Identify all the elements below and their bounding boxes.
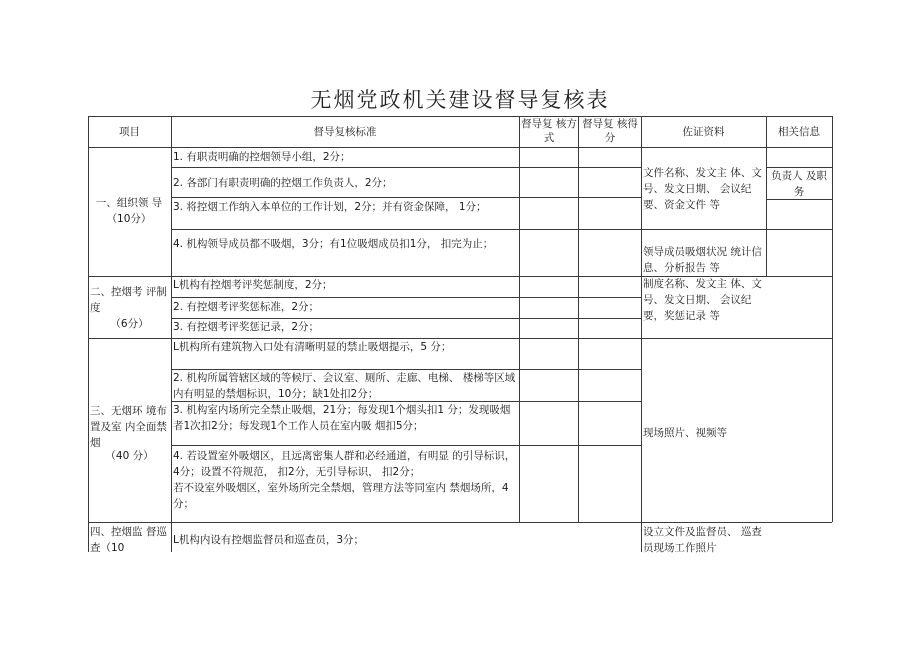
standard-text: L机构内设有控烟监督员和巡查员，3分； [173, 534, 365, 546]
column-line [766, 116, 767, 276]
column-line [171, 116, 172, 552]
standard-text: 3. 机构室内场所完全禁止吸烟，21分；每发现1个烟头扣1 分；发现吸烟者1次扣2分；每发现1个工作人员在室内吸 烟扣5分； [173, 404, 511, 432]
row-line [171, 297, 641, 298]
evidence-text: 文件名称、发文主 体、文号、发文日期、 会议纪要、资金文件 等 [643, 167, 762, 211]
table-border-top [88, 116, 832, 117]
evidence-text: 领导成员吸烟状况 统计信息、分析报告 等 [643, 246, 762, 274]
column-line [519, 116, 520, 522]
header-item: 项目 [119, 126, 140, 138]
row-line [171, 229, 832, 230]
standard-text: 1. 有职责明确的控烟领导小组，2分； [173, 151, 351, 163]
info-text: 负责人 及职务 [771, 170, 827, 198]
section-score-control-assessment: （6分） [110, 318, 149, 330]
section-label-control-assessment: 二、控烟考 评制度 [90, 286, 167, 314]
column-line [578, 116, 579, 522]
section-label-smoke-free-environment: 三、无烟环 境布置及室 内全面禁烟 [90, 405, 167, 449]
standard-text: L机构所有建筑物入口处有清晰明显的禁止吸烟提示，5 分； [173, 341, 452, 353]
standard-text: 4. 若设置室外吸烟区，且远离密集人群和必经通道，有明显 的引导标识，4分；设置不符规范， 扣2分，无引导标识， 扣2分； [173, 450, 516, 478]
standard-text: 4. 机构领导成员都不吸烟，3分；有1位吸烟成员扣1分， 扣完为止； [173, 238, 494, 250]
header-standard: 督导复核标准 [313, 126, 377, 138]
evidence-text: 制度名称、发文主 体、文号、发文日期、 会议纪要，奖惩记录 等 [643, 278, 762, 322]
header-score: 督导复 核得分 [582, 118, 638, 144]
standard-text: 2. 各部门有职责明确的控烟工作负责人，2分； [173, 177, 393, 189]
row-line [171, 445, 641, 446]
section-label-organization: 一、组织领 导（10分） [95, 197, 163, 225]
standard-text: L机构有控烟考评奖惩制度，2分； [173, 279, 333, 291]
evidence-text: 设立文件及监督员、 巡查员现场工作照片 [643, 526, 762, 554]
header-bottom-line [88, 147, 832, 148]
evidence-text: 现场照片、视频等 [643, 427, 727, 439]
section-score-smoke-free-environment: （40 分） [105, 450, 154, 462]
table-border-left [88, 116, 89, 552]
row-line [171, 167, 641, 168]
standard-text: 2. 有控烟考评奖惩标准，2分； [173, 301, 320, 313]
standard-text: 若不设室外吸烟区，室外场所完全禁烟，管理方法等同室内 禁烟场所，4分； [173, 482, 509, 510]
standard-text: 3. 将控烟工作纳入本单位的工作计划，2分；并有资金保障， 1分； [173, 201, 487, 213]
table-border-right [832, 116, 833, 522]
header-method: 督导复 核方式 [521, 118, 577, 144]
page-title: 无烟党政机关建设督导复核表 [310, 88, 610, 112]
standard-text: 2. 机构所属管辖区域的等候厅、会议室、厕所、走廊、电梯、 楼梯等区域内有明显的禁烟标识，10分；缺1处扣2分； [173, 372, 516, 400]
header-evidence: 佐证资料 [682, 126, 725, 138]
section-line [88, 522, 832, 523]
column-line [641, 116, 642, 552]
standard-text: 3. 有控烟考评奖惩记录，2分； [173, 321, 320, 333]
header-info: 相关信息 [778, 126, 820, 138]
row-line [171, 197, 641, 198]
section-label-supervision: 四、控烟监 督巡查（10 [90, 526, 167, 554]
